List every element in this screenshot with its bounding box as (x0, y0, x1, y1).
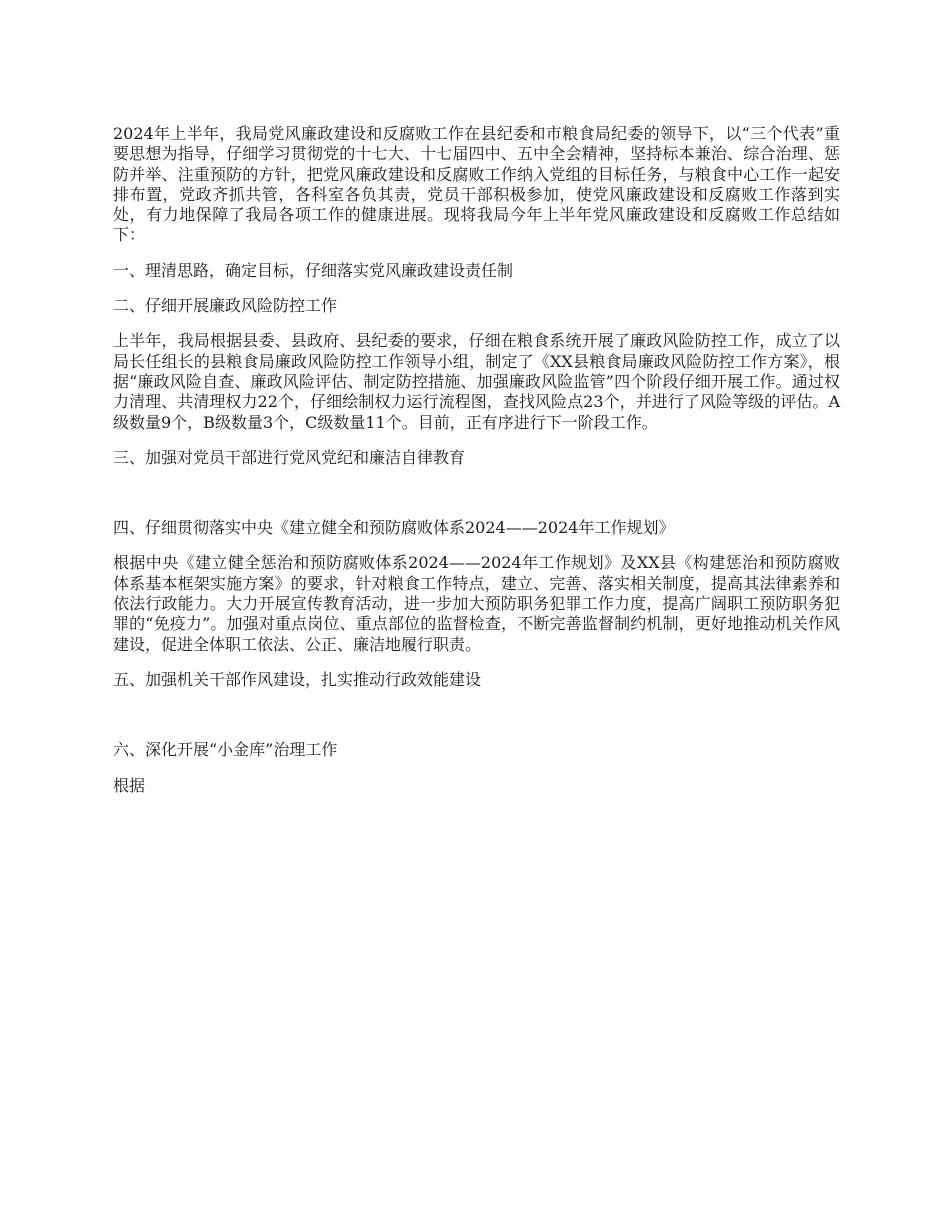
section-6-paragraph: 根据 (113, 775, 146, 795)
section-4-heading: 四、仔细贯彻落实中央《建立健全和预防腐败体系2024——2024年工作规划》 (113, 518, 675, 538)
document-body (113, 124, 840, 811)
section-4-paragraph: 根据中央《建立健全惩治和预防腐败体系2024——2024年工作规划》及XX县《构建惩治和预防腐败体系基本框架实施方案》的要求，针对粮食工作特点，建立、完善、落实相关制度，提高其法律素养和依法行政能力。大力开展宣传教育活动，进一步加大预防职务犯罪工作力度，提高广阔职工预防职务犯罪的“免疫力”。加强对重点岗位、重点部位的监督检查，不断完善监督制约机制，更好地推动机关作风建设，促进全体职工依法、公正、廉洁地履行职责。 (113, 553, 840, 654)
section-1-heading: 一、理清思路，确定目标，仔细落实党风廉政建设责任制 (113, 260, 514, 280)
intro-paragraph: 2024年上半年，我局党风廉政建设和反腐败工作在县纪委和市粮食局纪委的领导下，以“三个代表”重要思想为指导，仔细学习贯彻党的十七大、十七届四中、五中全会精神，坚持标本兼治、综合治理、惩防并举、注重预防的方针，把党风廉政建设和反腐败工作纳入党组的目标任务，与粮食中心工作一起安排布置，党政齐抓共管，各科室各负其责，党员干部积极参加，使党风廉政建设和反腐败工作落到实处，有力地保障了我局各项工作的健康进展。现将我局今年上半年党风廉政建设和反腐败工作总结如下： (113, 124, 840, 245)
section-3-heading: 三、加强对党员干部进行党风党纪和廉洁自律教育 (113, 447, 466, 467)
section-5-heading: 五、加强机关干部作风建设，扎实推动行政效能建设 (113, 669, 482, 689)
section-2-paragraph: 上半年，我局根据县委、县政府、县纪委的要求，仔细在粮食系统开展了廉政风险防控工作，成立了以局长任组长的县粮食局廉政风险防控工作领导小组，制定了《XX县粮食局廉政风险防控工作方案》，根据“廉政风险自查、廉政风险评估、制定防控措施、加强廉政风险监管”四个阶段仔细开展工作。通过权力清理、共清理权力22个，仔细绘制权力运行流程图，查找风险点23个，并进行了风险等级的评估。A级数量9个，B级数量3个，C级数量11个。目前，正有序进行下一阶段工作。 (113, 331, 840, 432)
section-2-heading: 二、仔细开展廉政风险防控工作 (113, 296, 338, 316)
section-spacer (113, 483, 840, 518)
section-6-heading: 六、深化开展“小金库”治理工作 (113, 740, 338, 760)
section-spacer (113, 705, 840, 740)
